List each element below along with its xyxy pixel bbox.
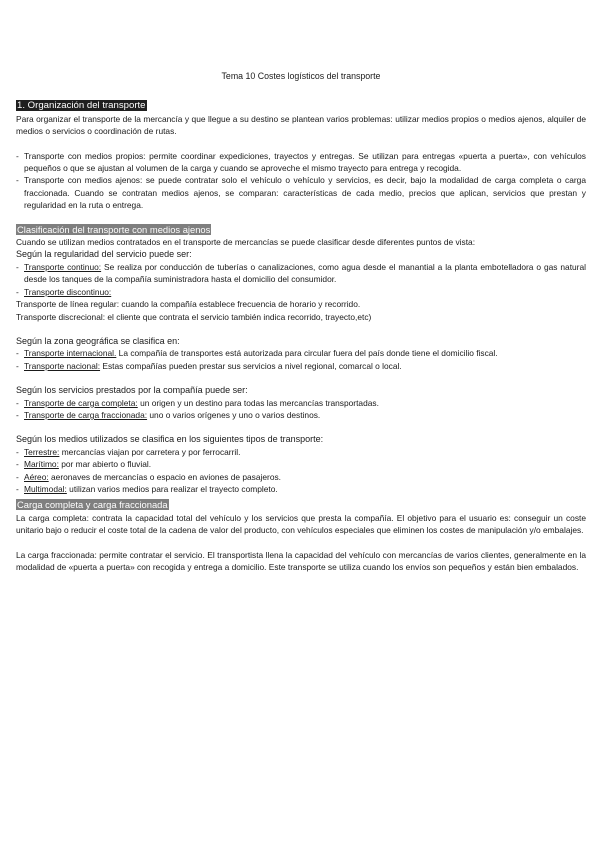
text-discrecional: Transporte discrecional: el cliente que contrata el servicio también indica recorrido, trayecto,etc)	[16, 311, 372, 322]
text-linea-regular: Transporte de línea regular: cuando la compañía establece frecuencia de horario y recorrido.	[16, 299, 361, 310]
list-item: - Transporte discontinuo:	[16, 286, 112, 297]
term-aereo: Aéreo:	[24, 471, 49, 482]
section-heading-organizacion: 1. Organización del transporte	[17, 100, 146, 112]
lead-medios: Según los medios utilizados se clasifica en los siguientes tipos de transporte:	[16, 434, 324, 445]
lead-regularidad: Según la regularidad del servicio puede ser:	[16, 249, 192, 260]
list-item: - Aéreo: aeronaves de mercancías o espacio en aviones de pasajeros.	[16, 471, 282, 482]
list-item: - Marítimo: por mar abierto o fluvial.	[16, 459, 152, 470]
section-organizacion	[16, 99, 586, 211]
section-intro-organizacion: Para organizar el transporte de la mercancía y que llegue a su destino se plantean varios problemas: utilizar medios propios o medios ajenos, alquiler de medios o servicios o coordinación de rutas.	[16, 113, 586, 137]
section-heading-clasificacion: Clasificación del transporte con medios ajenos	[17, 223, 211, 235]
list-item: - Transporte internacional. La compañía de transportes está autorizada para circular fuera del país donde tiene el domicilio fiscal.	[16, 348, 498, 359]
paragraph-carga-completa: La carga completa: contrata la capacidad total del vehículo y los servicios que presta la compañía. El objetivo para el usuario es: conseguir un coste unitario bajo o reducir el coste total de la cadena de valor del producto, con vehículos especiales que eliminen los costes de manipulación y/o embalajes.	[16, 512, 586, 536]
list-item: - Transporte con medios ajenos: se puede contratar solo el vehículo o vehículo y servicios, es decir, bajo la modalidad de carga completa o carga fraccionada. Cuando se contratan medios ajenos, se comparan: características de cada medio, precios que aplican, servicios que prestan y regularidad en la ruta o entrega.	[16, 175, 586, 211]
list-item: - Transporte de carga fraccionada: uno o varios orígenes y uno o varios destinos.	[16, 409, 321, 420]
bullet-medios-propios: Transporte con medios propios: permite coordinar expediciones, trayectos y entregas. Se utilizan para entregas «puerta a puerta», con vehículos pequeños o que se ajustan al volumen de la carga y cuando se aproveche el mismo trayecto para entrega y recogida.	[24, 150, 586, 174]
list-item: - Transporte continuo: Se realiza por conducción de tuberías o canalizaciones, como agua desde el manantial a la planta embotelladora o gas natural desde los tanques de la compañía suministradora hasta el domicilio del consumidor.	[16, 261, 586, 285]
paragraph-carga-fraccionada: La carga fraccionada: permite contratar el servicio. El transportista llena la capacidad del vehículo con mercancías de varios clientes, generalmente en la modalidad de «puerta a puerta» con recogida y entrega a domicilio. Este transporte se utiliza cuando los envíos son pequeños y están bien embalados.	[16, 549, 586, 572]
section-heading-carga: Carga completa y carga fraccionada	[17, 499, 168, 511]
term-maritimo: Marítimo:	[24, 459, 59, 470]
term-carga-fraccionada: Transporte de carga fraccionada:	[24, 409, 148, 420]
section-carga	[16, 499, 586, 573]
term-nacional: Transporte nacional:	[24, 360, 101, 371]
list-item: - Transporte de carga completa: un origen y un destino para todas las mercancías transportadas.	[16, 397, 379, 408]
term-multimodal: Multimodal:	[24, 483, 67, 494]
bullet-medios-ajenos: Transporte con medios ajenos: se puede contratar solo el vehículo o vehículo y servicios, es decir, bajo la modalidad de carga completa o carga fraccionada. Cuando se contratan medios ajenos, se comparan: características de cada medio, precios que aplican, servicios que prestan y regularidad en la ruta o entrega.	[24, 175, 586, 211]
term-carga-completa: Transporte de carga completa:	[24, 397, 138, 408]
lead-zona: Según la zona geográfica se clasifica en:	[16, 335, 180, 346]
list-item: - Transporte con medios propios: permite coordinar expediciones, trayectos y entregas. Se utilizan para entregas «puerta a puerta», con vehículos pequeños o que se ajustan al volumen de la carga y cuando se aproveche el mismo trayecto para entrega y recogida.	[16, 150, 586, 174]
list-item: - Transporte nacional: Estas compañías pueden prestar sus servicios a nivel regional, comarcal o local.	[16, 360, 402, 371]
term-terrestre: Terrestre:	[24, 446, 60, 457]
section-intro-clasificacion: Cuando se utilizan medios contratados en el transporte de mercancías se puede clasificar desde diferentes puntos de vista:	[16, 237, 476, 248]
document-title: Tema 10 Costes logísticos del transporte	[221, 71, 381, 81]
list-item: - Multimodal: utilizan varios medios para realizar el trayecto completo.	[16, 483, 278, 494]
lead-servicios: Según los servicios prestados por la compañía puede ser:	[16, 385, 248, 396]
list-item: - Terrestre: mercancías viajan por carretera y por ferrocarril.	[16, 446, 241, 457]
term-transporte-discontinuo: Transporte discontinuo:	[24, 286, 112, 297]
term-transporte-continuo: Transporte continuo:	[24, 261, 102, 272]
section-clasificacion	[16, 224, 586, 496]
term-internacional: Transporte internacional.	[24, 348, 117, 359]
